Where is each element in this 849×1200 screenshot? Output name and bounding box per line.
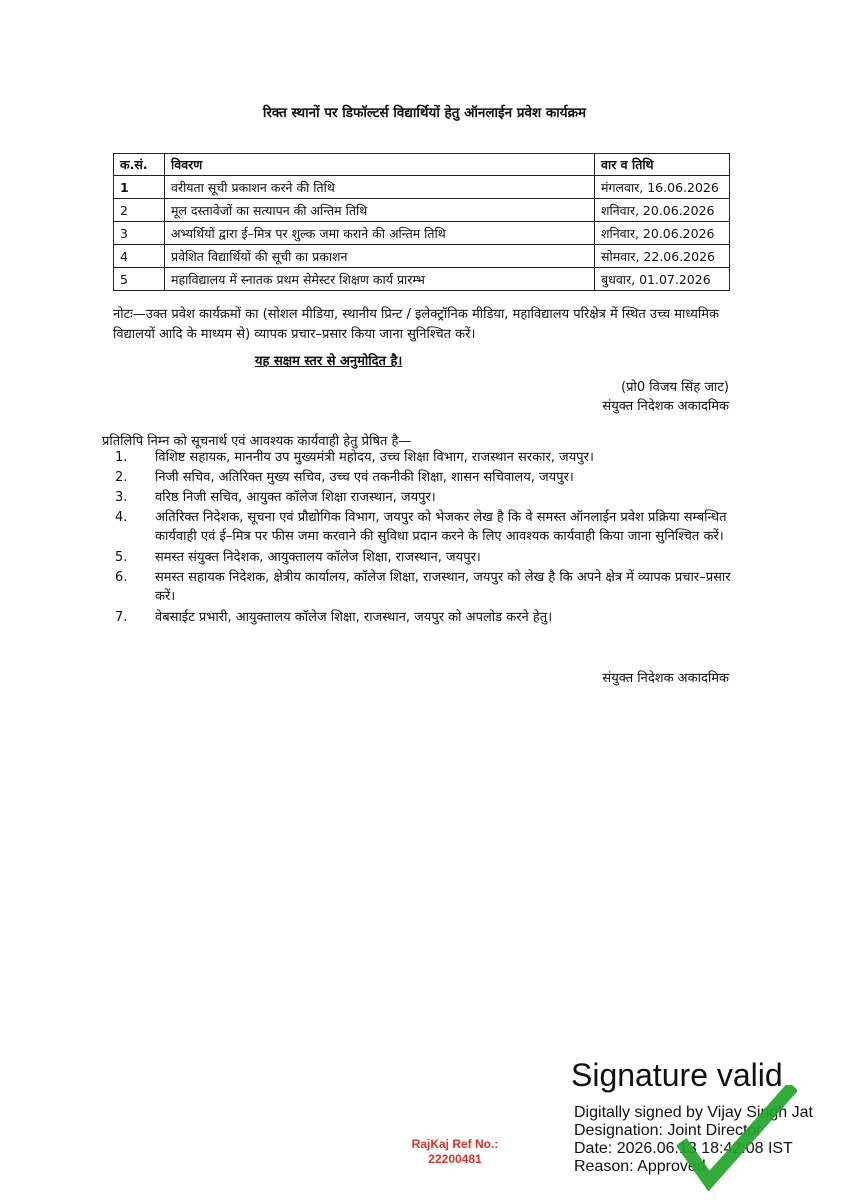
signature-status: Signature valid xyxy=(571,1057,783,1093)
list-text: वरिष्ठ निजी सचिव, आयुक्त कॉलेज शिक्षा राजस्थान, जयपुर। xyxy=(155,490,436,505)
list-text: समस्त सहायक निदेशक, क्षेत्रीय कार्यालय, कॉलेज शिक्षा, राजस्थान, जयपुर को लेख है कि अपने क्षेत्र में व्यापक प्रचार–प्रसार करें। xyxy=(155,570,731,604)
row-description: मूल दस्तावेजों का सत्यापन की अन्तिम तिथि xyxy=(165,199,595,222)
list-item xyxy=(113,468,733,487)
list-item xyxy=(113,568,733,606)
list-text: समस्त संयुक्त निदेशक, आयुक्तालय कॉलेज शिक्षा, राजस्थान, जयपुर। xyxy=(155,550,481,565)
signature-date: Date: 2026.06.13 18:42:08 IST xyxy=(574,1140,793,1157)
list-number: 1. xyxy=(115,450,128,465)
row-description: वरीयता सूची प्रकाशन करने की तिथि xyxy=(165,176,595,199)
row-serial: 5 xyxy=(114,268,165,291)
row-serial: 1 xyxy=(114,176,165,199)
ref-number: 22200481 xyxy=(428,1152,482,1166)
row-description: अभ्यर्थियों द्वारा ई–मित्र पर शुल्क जमा कराने की अन्तिम तिथि xyxy=(165,222,595,245)
row-date: शनिवार, 20.06.2026 xyxy=(595,222,730,245)
header-date: वार व तिथि xyxy=(595,154,730,176)
table-row xyxy=(114,199,730,222)
signature-signed-by: Digitally signed by Vijay Singh Jat xyxy=(574,1104,813,1121)
row-description: महाविद्यालय में स्नातक प्रथम सेमेस्टर शिक्षण कार्य प्रारम्भ xyxy=(165,268,595,291)
list-item xyxy=(113,508,733,546)
ref-label: RajKaj Ref No.: xyxy=(411,1137,499,1151)
table-header-row xyxy=(114,154,730,176)
signatory-designation: संयुक्त निदेशक अकादमिक xyxy=(602,399,729,414)
list-text: वेबसाईट प्रभारी, आयुक्तालय कॉलेज शिक्षा, राजस्थान, जयपुर को अपलोड करने हेतु। xyxy=(155,610,553,625)
document-title: रिक्त स्थानों पर डिफॉल्टर्स विद्यार्थियों हेतु ऑनलाईन प्रवेश कार्यक्रम xyxy=(262,105,587,121)
schedule-table xyxy=(113,153,730,291)
list-number: 2. xyxy=(115,470,128,485)
row-date: बुधवार, 01.07.2026 xyxy=(595,268,730,291)
signature-designation: Designation: Joint Director xyxy=(574,1122,762,1139)
row-date: सोमवार, 22.06.2026 xyxy=(595,245,730,268)
signature-reason: Reason: Approved xyxy=(574,1158,706,1175)
list-number: 3. xyxy=(115,490,128,505)
header-serial: क.सं. xyxy=(114,154,165,176)
list-text: निजी सचिव, अतिरिक्त मुख्य सचिव, उच्च एवं तकनीकी शिक्षा, शासन सचिवालय, जयपुर। xyxy=(155,470,574,485)
signatory-name: (प्रो0 विजय सिंह जाट) xyxy=(621,380,729,395)
list-item xyxy=(113,488,733,507)
header-description: विवरण xyxy=(165,154,595,176)
list-number: 6. xyxy=(115,570,128,585)
table-row xyxy=(114,222,730,245)
approval-statement: यह सक्षम स्तर से अनुमोदित है। xyxy=(255,354,403,369)
list-number: 4. xyxy=(115,510,128,525)
digital-signature-block[interactable] xyxy=(565,1055,849,1200)
recipient-list xyxy=(113,448,733,628)
list-item xyxy=(113,608,733,627)
row-serial: 2 xyxy=(114,199,165,222)
row-date: मंगलवार, 16.06.2026 xyxy=(595,176,730,199)
table-row xyxy=(114,245,730,268)
list-text: विशिष्ट सहायक, माननीय उप मुख्यमंत्री महोदय, उच्च शिक्षा विभाग, राजस्थान सरकार, जयपुर। xyxy=(155,450,594,465)
table-row xyxy=(114,268,730,291)
table-row xyxy=(114,176,730,199)
row-serial: 4 xyxy=(114,245,165,268)
rajkaj-reference xyxy=(405,1137,505,1167)
check-icon xyxy=(677,1085,797,1200)
row-description: प्रवेशित विद्यार्थियों की सूची का प्रकाशन xyxy=(165,245,595,268)
row-serial: 3 xyxy=(114,222,165,245)
copy-to-intro: प्रतिलिपि निम्न को सूचनार्थ एवं आवश्यक कार्यवाही हेतु प्रेषित है— xyxy=(102,434,412,449)
footer-designation: संयुक्त निदेशक अकादमिक xyxy=(602,671,729,686)
list-item xyxy=(113,448,733,467)
list-number: 7. xyxy=(115,610,128,625)
row-date: शनिवार, 20.06.2026 xyxy=(595,199,730,222)
list-number: 5. xyxy=(115,550,128,565)
note-paragraph: नोटः—उक्त प्रवेश कार्यक्रमों का (सोशल मीडिया, स्थानीय प्रिन्ट / इलेक्ट्रॉनिक मीडिया, महाविद्यालय परिक्षेत्र में स्थित उच्च माध्यमिक विद्यालयों आदि के माध्यम से) व्यापक प्रचार–प्रसार किया जाना सुनिश्चित करें। xyxy=(113,307,719,342)
list-item xyxy=(113,548,733,567)
list-text: अतिरिक्त निदेशक, सूचना एवं प्रौद्योगिक विभाग, जयपुर को भेजकर लेख है कि वे समस्त ऑनलाईन प्रवेश प्रक्रिया सम्बन्धित कार्यवाही एवं ई–मित्र पर फीस जमा करवाने की सुविधा प्रदान करने के लिए आवश्यक कार्यवाही किया जाना सुनिश्चित करें। xyxy=(155,510,727,544)
